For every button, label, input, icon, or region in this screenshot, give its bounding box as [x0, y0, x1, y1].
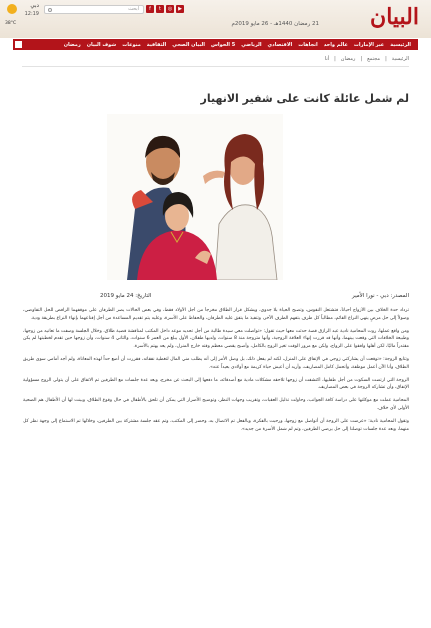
breadcrumb-separator: |	[360, 56, 363, 62]
nav-item-ramadan[interactable]: رمضان	[63, 41, 81, 48]
nav-item-sports[interactable]: الرياضي	[241, 41, 262, 48]
article-paragraph: ومن واقع عملها، روت المحامية نادية عبد الرازق قصة حدثت معها حيث تقول: «تواصلت معي سيدة طالبة من أجل تحديد موعد داخل المكتب لمناقشة قضية طلاق، وخلال الجلسة وصفت ما تعانيه من زوجها، وطبيعة الخلافات التي وقعت بينهما، وأنها قد قررت إنهاء العلاقة الزوجية، وأنها متزوجة منذ 8 سنوات، ولديها طفلان، الأول يبلغ من العمر 6 سنوات، والثاني 4 سنوات، وأن زوجها حين تقدم لخطبتها لم يكن مقتدراً ماليًا، لكن أهلها وافقوا على الزواج، ولكن مع مرور الوقت تغير الزوج بالكامل، وأصبح يقضي معظم وقته خارج المنزل، ولم يعد يهتم بالأسرة.	[23, 328, 409, 349]
search-input[interactable]: ابحث	[44, 5, 144, 14]
nav-item-world[interactable]: عالم واحد	[323, 41, 348, 48]
search-icon[interactable]	[48, 8, 52, 12]
nav-item-opinions[interactable]: اتجاهات	[298, 41, 318, 48]
home-icon[interactable]	[15, 41, 22, 48]
article-paragraph: المحامية عملت مع موكلتها على دراسة كافة الجوانب، وحاولت تذليل العقبات، وتقريب وجهات النظر، وتوضيح الأضرار التي يمكن أن تلحق بالأطفال في حال وقوع الطلاق، وبينت لها أن الأطفال هم الضحية الأولى لأي خلاف.	[23, 398, 409, 411]
article-paragraph: الزوجة التي ارتضت السكوت من أجل طفليها، اكتشفت أن زوجها تلاحقه مشكلات مادية مع أصدقائه، ما دفعها إلى البحث عن مخرج، وبعد عدة جلسات مع الطرفين تم الاتفاق على أن يتولى الزوج مسؤولية الإنفاق، وأن تشاركه الزوجة في بعض المصاريف.	[23, 377, 409, 391]
nav-item-economy[interactable]: الاقتصادي	[267, 41, 293, 48]
couple-argument-illustration	[107, 114, 283, 280]
breadcrumb-separator: |	[385, 56, 387, 62]
article-paragraph: تزداد حدة الخلاف بين الأزواج أحياناً، فتشتعل النفوس، وتصبح الحياة بلا جدوى، ويشكل قرار الطلاق مخرجاً من أجل الأولاد فقط، وفي بعض الحالات يصر الطرفان على موقفهما الرافض للحل التفاوضي، وصولاً إلى حل مرضٍ ينهي النزاع القائم، مطالباً كل طرف بتفهم الطرف الآخر، وتنفيذ ما يتفق عليه الطرفان، والحفاظ على الأسرة، وعليه يتم تقديم المساعدة من أجل إقناعهما بإنهاء النزاع بطريقة ودية.	[23, 308, 409, 321]
divider	[22, 66, 409, 67]
article-illustration	[107, 114, 283, 280]
instagram-icon[interactable]: ◎	[167, 6, 173, 12]
facebook-icon[interactable]: f	[146, 5, 154, 13]
breadcrumb-item[interactable]: مجتمع	[367, 56, 381, 62]
article-meta	[100, 293, 409, 301]
breadcrumb-separator: |	[334, 56, 336, 62]
weather-time: 12:19	[24, 11, 39, 17]
article-date: التاريخ: 24 مايو 2019	[100, 293, 152, 299]
nav-item-emirates[interactable]: عبر الإمارات	[353, 41, 385, 48]
youtube-icon[interactable]: ▶	[176, 5, 184, 13]
nav-item-health[interactable]: البيان الصحي	[172, 41, 206, 48]
site-header	[0, 0, 431, 38]
main-nav	[13, 39, 418, 50]
article-body	[23, 307, 409, 625]
article-source: المصدر: دبي - نورا الأمير	[352, 293, 409, 299]
article-paragraph: وتقول المحامية نادية: «عرضت على الزوجة أن أتواصل مع زوجها، ورحبت بالفكرة، وبالفعل تم الاتصال به، وحضر إلى المكتب، وتم عقد جلسة مشتركة بين الطرفين، وخلالها تم الاستماع إلى وجهة نظر كل منهما، وبعد عدة جلسات توصلنا إلى حل يرضي الطرفين، وتم لم شمل الأسرة من جديد».	[23, 419, 409, 432]
article-title: لم شمل عائلة كانت على شفير الانهيار	[200, 92, 409, 105]
site-logo[interactable]: البيان	[370, 4, 419, 30]
breadcrumb	[325, 56, 409, 62]
weather-temp: 38°C	[5, 21, 17, 26]
nav-item-five-senses[interactable]: 5 الحواس	[211, 41, 236, 48]
nav-item-misc[interactable]: منوعات	[122, 41, 141, 48]
nav-item-watch[interactable]: شوف البيان	[86, 41, 117, 48]
breadcrumb-item[interactable]: أنا	[324, 56, 330, 62]
breadcrumb-item[interactable]: الرئيسية	[391, 56, 409, 62]
breadcrumb-item[interactable]: رمضان	[340, 56, 356, 62]
twitter-icon[interactable]: t	[156, 5, 164, 13]
nav-item-culture[interactable]: الثقافية	[146, 41, 167, 48]
article-paragraph: وتتابع الزوجة: «توقعت أن يشاركني زوجي في الإنفاق على المنزل، لكنه لم يفعل ذلك، بل وصل الأمر إلى أنه يطلب مني المال لتغطية نفقاته، فقررت أن أضع حداً لهذه المعاناة، ولم أجد أمامي سوى طريق الطلاق، وأنا الآن أعمل موظفة، وأتحمل كامل المصاريف، وأريد أن أعيش حياة كريمة مع أولادي بعيداً عنه».	[23, 356, 409, 370]
header-date: 21 رمضان 1440هـ - 26 مايو 2019م	[231, 21, 319, 27]
social-links	[146, 5, 184, 13]
sun-icon	[7, 4, 17, 14]
nav-item-home[interactable]: الرئيسية	[390, 41, 411, 48]
weather-city: دبي	[30, 3, 39, 9]
